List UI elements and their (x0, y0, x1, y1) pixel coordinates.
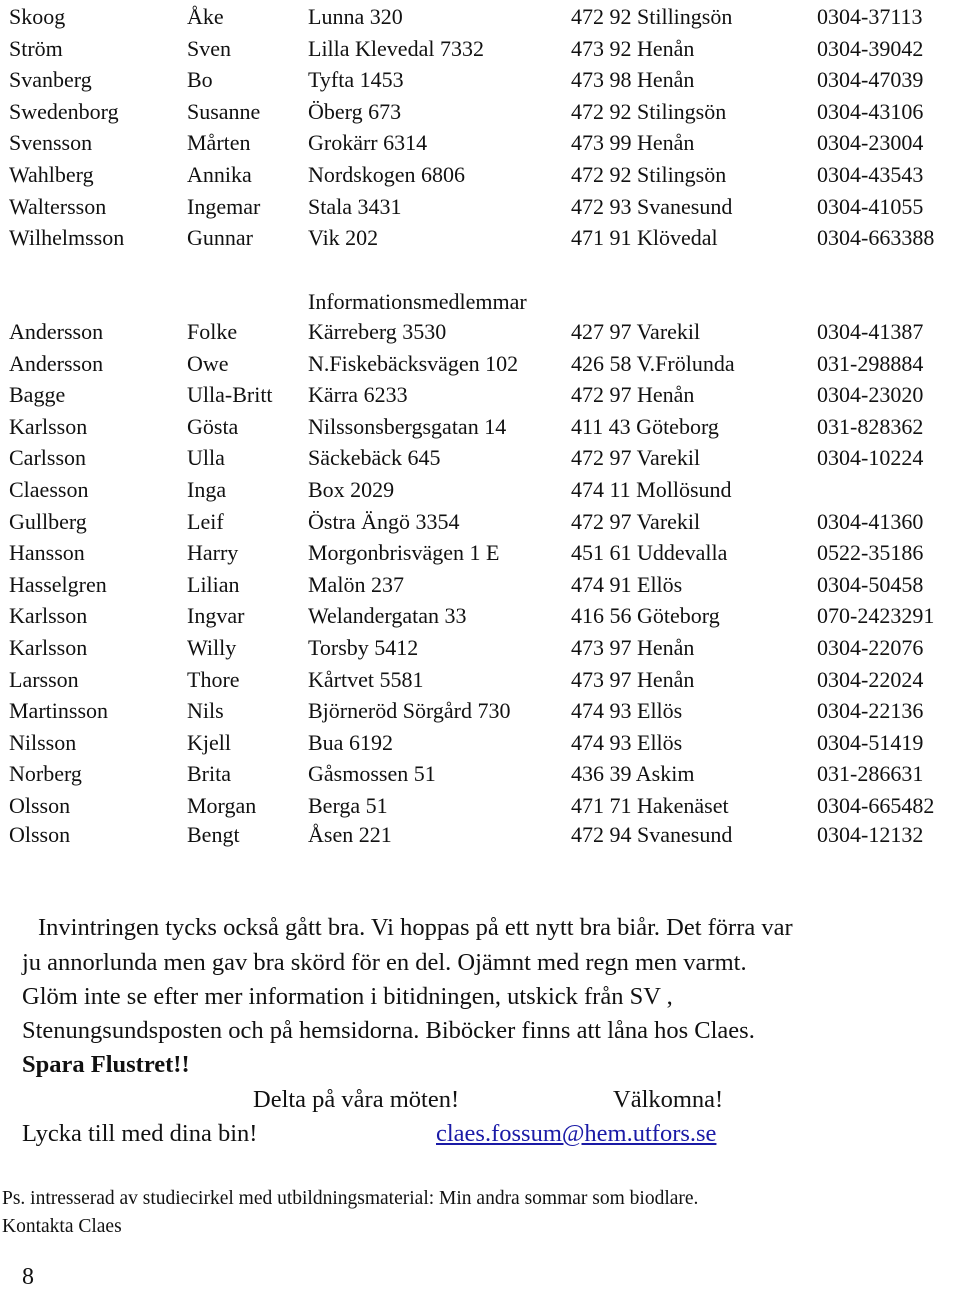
ps-line-1: Ps. intresserad av studiecirkel med utbildningsmaterial: Min andra sommar som biodlare. (2, 1188, 699, 1209)
table-row (0, 507, 960, 537)
first-name-cell: Ulla (187, 445, 225, 471)
address-cell: Stala 3431 (308, 193, 402, 219)
table-row (0, 97, 960, 127)
address-cell: Lilla Klevedal 7332 (308, 35, 484, 61)
postal-cell: 427 97 Varekil (571, 319, 701, 344)
address-cell: Malön 237 (308, 571, 404, 597)
table-row (0, 728, 960, 758)
last-name-cell: Svensson (9, 130, 93, 156)
section-heading-informationsmedlemmar: Informationsmedlemmar (308, 289, 527, 314)
postal-cell: 474 11 Mollösund (571, 477, 732, 502)
postal-cell: 473 98 Henån (571, 67, 695, 93)
postal-cell: 426 58 V.Frölunda (571, 350, 735, 376)
postal-cell: 474 93 Ellös (571, 698, 683, 724)
address-cell: Vik 202 (308, 225, 379, 251)
address-cell: Öberg 673 (308, 98, 402, 124)
postal-cell: 472 97 Henån (571, 382, 695, 408)
first-name-cell: Åke (187, 4, 224, 29)
phone-cell: 031-286631 (817, 761, 924, 787)
last-name-cell: Larsson (9, 666, 79, 692)
last-name-cell: Claesson (9, 477, 89, 502)
phone-cell: 0304-22076 (817, 635, 924, 660)
first-name-cell: Mårten (187, 130, 251, 156)
table-row (0, 759, 960, 789)
address-cell: Kärreberg 3530 (308, 319, 447, 344)
phone-cell: 0304-41360 (817, 508, 924, 534)
phone-cell: 0304-10224 (817, 445, 924, 471)
first-name-cell: Sven (187, 35, 231, 61)
last-name-cell: Andersson (9, 350, 104, 376)
postal-cell: 473 97 Henån (571, 635, 695, 660)
table-row (0, 791, 960, 821)
last-name-cell: Karlsson (9, 603, 88, 629)
postal-cell: 416 56 Göteborg (571, 603, 720, 629)
last-name-cell: Wahlberg (9, 162, 94, 187)
last-name-cell: Carlsson (9, 445, 86, 471)
phone-cell: 0304-41055 (817, 193, 924, 219)
first-name-cell: Lilian (187, 571, 240, 597)
table-row (0, 820, 960, 850)
message-line-3: Glöm inte se efter mer information i bitidningen, utskick från SV , (22, 983, 673, 1010)
first-name-cell: Brita (187, 761, 231, 787)
phone-cell: 0304-50458 (817, 571, 924, 597)
last-name-cell: Swedenborg (9, 98, 119, 124)
postal-cell: 411 43 Göteborg (571, 413, 719, 439)
postal-cell: 471 91 Klövedal (571, 225, 718, 251)
first-name-cell: Morgan (187, 793, 257, 818)
address-cell: Nilssonsbergsgatan 14 (308, 413, 507, 439)
table-row (0, 696, 960, 726)
table-row (0, 665, 960, 695)
address-cell: N.Fiskebäcksvägen 102 (308, 350, 519, 376)
table-row (0, 223, 960, 253)
last-name-cell: Bagge (9, 382, 66, 408)
table-row (0, 192, 960, 222)
table-row (0, 443, 960, 473)
phone-cell: 070-2423291 (817, 603, 935, 629)
welcome-text: Välkomna! (613, 1086, 724, 1113)
table-row (0, 633, 960, 663)
phone-cell: 0304-665482 (817, 793, 935, 818)
first-name-cell: Folke (187, 319, 238, 344)
address-cell: Bua 6192 (308, 729, 393, 755)
address-cell: Torsby 5412 (308, 635, 419, 660)
table-row (0, 65, 960, 95)
postal-cell: 472 97 Varekil (571, 445, 701, 471)
table-row (0, 349, 960, 379)
table-row (0, 475, 960, 505)
first-name-cell: Gösta (187, 413, 239, 439)
postal-cell: 473 99 Henån (571, 130, 695, 156)
first-name-cell: Harry (187, 540, 239, 566)
postal-cell: 471 71 Hakenäset (571, 793, 729, 818)
postal-cell: 472 92 Stillingsön (571, 4, 733, 29)
phone-cell: 0304-41387 (817, 319, 924, 344)
table-row (0, 128, 960, 158)
last-name-cell: Andersson (9, 319, 104, 344)
postal-cell: 472 92 Stilingsön (571, 98, 727, 124)
last-name-cell: Olsson (9, 793, 71, 818)
first-name-cell: Susanne (187, 98, 261, 124)
postal-cell: 451 61 Uddevalla (571, 540, 728, 566)
phone-cell: 0304-43106 (817, 98, 924, 124)
phone-cell: 0304-39042 (817, 35, 924, 61)
message-line-2: ju annorlunda men gav bra skörd för en del. Ojämnt med regn men varmt. (22, 949, 747, 976)
address-cell: Östra Ängö 3354 (308, 508, 460, 534)
last-name-cell: Nilsson (9, 729, 77, 755)
address-cell: Kårtvet 5581 (308, 666, 424, 692)
last-name-cell: Karlsson (9, 413, 88, 439)
first-name-cell: Willy (187, 635, 237, 660)
last-name-cell: Norberg (9, 761, 82, 787)
first-name-cell: Bengt (187, 822, 240, 847)
first-name-cell: Ingvar (187, 603, 245, 629)
first-name-cell: Thore (187, 666, 240, 692)
table-row (0, 317, 960, 347)
phone-cell: 0304-23004 (817, 130, 924, 156)
last-name-cell: Ström (9, 35, 63, 61)
meetings-text: Delta på våra möten! (253, 1086, 460, 1113)
table-row (0, 601, 960, 631)
last-name-cell: Olsson (9, 822, 71, 847)
postal-cell: 436 39 Askim (571, 761, 695, 787)
first-name-cell: Leif (187, 508, 224, 534)
last-name-cell: Hasselgren (9, 571, 107, 597)
postal-cell: 473 92 Henån (571, 35, 695, 61)
last-name-cell: Waltersson (9, 193, 107, 219)
address-cell: Säckebäck 645 (308, 445, 441, 471)
address-cell: Lunna 320 (308, 4, 403, 29)
phone-cell: 0304-23020 (817, 382, 924, 408)
phone-cell: 0304-43543 (817, 162, 924, 187)
address-cell: Nordskogen 6806 (308, 162, 466, 187)
last-name-cell: Svanberg (9, 67, 92, 93)
address-cell: Björneröd Sörgård 730 (308, 698, 511, 724)
postal-cell: 474 93 Ellös (571, 729, 683, 755)
table-row (0, 380, 960, 410)
good-luck-text: Lycka till med dina bin! (22, 1120, 258, 1147)
phone-cell: 0522-35186 (817, 540, 924, 566)
last-name-cell: Karlsson (9, 635, 88, 660)
first-name-cell: Owe (187, 350, 229, 376)
phone-cell: 0304-22024 (817, 666, 924, 692)
first-name-cell: Nils (187, 698, 224, 724)
postal-cell: 472 92 Stilingsön (571, 162, 727, 187)
address-cell: Box 2029 (308, 477, 395, 502)
phone-cell: 0304-51419 (817, 729, 924, 755)
address-cell: Morgonbrisvägen 1 E (308, 540, 500, 566)
table-row (0, 2, 960, 32)
postal-cell: 472 93 Svanesund (571, 193, 733, 219)
phone-cell: 0304-37113 (817, 4, 923, 29)
postal-cell: 472 97 Varekil (571, 508, 701, 534)
message-line-1: Invintringen tycks också gått bra. Vi hoppas på ett nytt bra biår. Det förra var (38, 914, 793, 941)
last-name-cell: Wilhelmsson (9, 225, 125, 251)
first-name-cell: Ingemar (187, 193, 261, 219)
page-number: 8 (22, 1264, 34, 1290)
address-cell: Tyfta 1453 (308, 67, 404, 93)
first-name-cell: Bo (187, 67, 213, 93)
last-name-cell: Gullberg (9, 508, 87, 534)
address-cell: Kärra 6233 (308, 382, 408, 408)
last-name-cell: Skoog (9, 4, 66, 29)
table-row (0, 538, 960, 568)
address-cell: Berga 51 (308, 793, 388, 818)
address-cell: Welandergatan 33 (308, 603, 467, 629)
first-name-cell: Kjell (187, 729, 231, 755)
first-name-cell: Annika (187, 162, 252, 187)
postal-cell: 474 91 Ellös (571, 571, 683, 597)
table-row (0, 34, 960, 64)
phone-cell: 031-298884 (817, 350, 924, 376)
postal-cell: 472 94 Svanesund (571, 822, 733, 847)
table-row (0, 570, 960, 600)
table-row (0, 160, 960, 190)
address-cell: Åsen 221 (308, 822, 392, 847)
first-name-cell: Inga (187, 477, 227, 502)
address-cell: Gåsmossen 51 (308, 761, 436, 787)
postal-cell: 473 97 Henån (571, 666, 695, 692)
email-link[interactable]: claes.fossum@hem.utfors.se (436, 1120, 717, 1147)
first-name-cell: Ulla-Britt (187, 382, 273, 408)
table-row (0, 412, 960, 442)
address-cell: Grokärr 6314 (308, 130, 428, 156)
first-name-cell: Gunnar (187, 225, 253, 251)
phone-cell: 031-828362 (817, 413, 924, 439)
spara-flustret-text: Spara Flustret!! (22, 1051, 190, 1078)
phone-cell: 0304-47039 (817, 67, 924, 93)
ps-line-2: Kontakta Claes (2, 1216, 122, 1237)
last-name-cell: Hansson (9, 540, 85, 566)
phone-cell: 0304-663388 (817, 225, 935, 251)
phone-cell: 0304-22136 (817, 698, 924, 724)
message-line-4: Stenungsundsposten och på hemsidorna. Biböcker finns att låna hos Claes. (22, 1017, 755, 1044)
phone-cell: 0304-12132 (817, 822, 924, 847)
last-name-cell: Martinsson (9, 698, 108, 724)
